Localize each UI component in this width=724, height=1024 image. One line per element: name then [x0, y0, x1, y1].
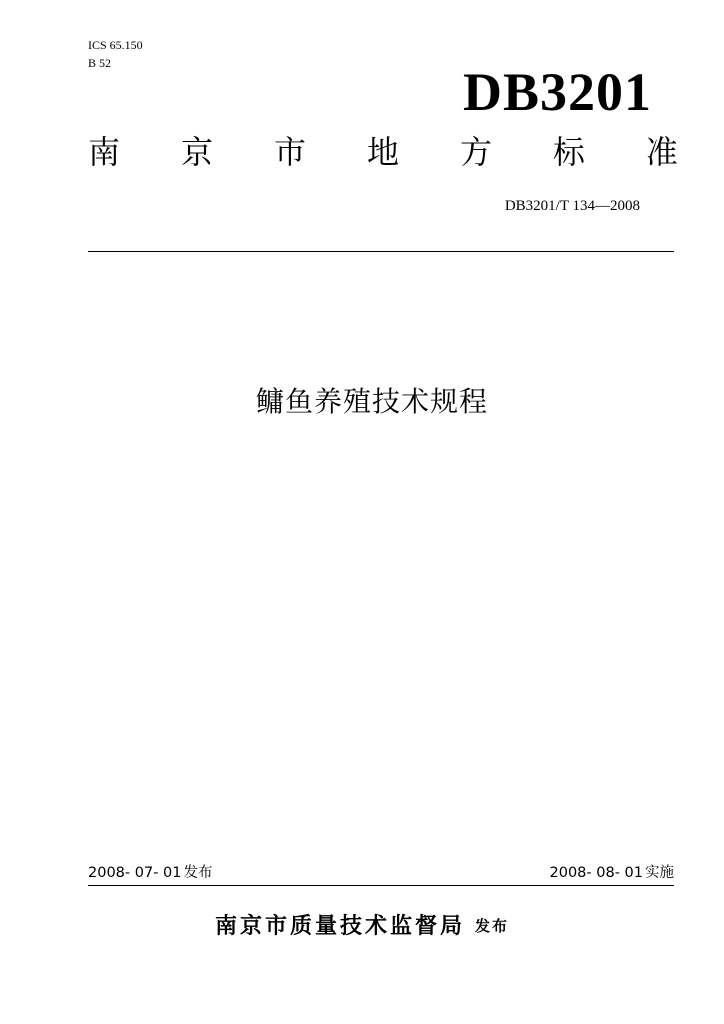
issue-date: 2008- 07- 01 [88, 865, 182, 881]
standard-type-char: 市 [273, 133, 306, 171]
document-title: 鳙鱼养殖技术规程 [255, 385, 488, 418]
bottom-divider [88, 885, 674, 886]
implement-date: 2008- 08- 01 [549, 865, 643, 881]
standard-type-heading [88, 130, 678, 174]
db-code-heading: DB3201 [462, 62, 652, 122]
standard-type-char: 京 [180, 133, 213, 171]
issue-date-block [88, 863, 213, 883]
standard-type-char: 准 [645, 133, 678, 171]
publisher-name: 南京市质量技术监督局 [214, 914, 465, 939]
publisher-line [0, 908, 724, 945]
publisher-suffix: 发布 [475, 917, 510, 935]
implement-label: 实施 [645, 865, 674, 881]
date-row [88, 863, 674, 883]
top-divider [88, 251, 674, 252]
standard-type-char: 南 [88, 133, 121, 171]
standard-type-char: 地 [366, 133, 399, 171]
standard-number: DB3201/T 134—2008 [504, 198, 640, 214]
implement-date-block [550, 863, 675, 883]
standard-type-char: 标 [552, 133, 585, 171]
ics-code: ICS 65.150 [88, 38, 143, 52]
issue-label: 发布 [183, 865, 213, 881]
standard-type-char: 方 [459, 133, 492, 171]
ccs-code: B 52 [88, 56, 112, 70]
